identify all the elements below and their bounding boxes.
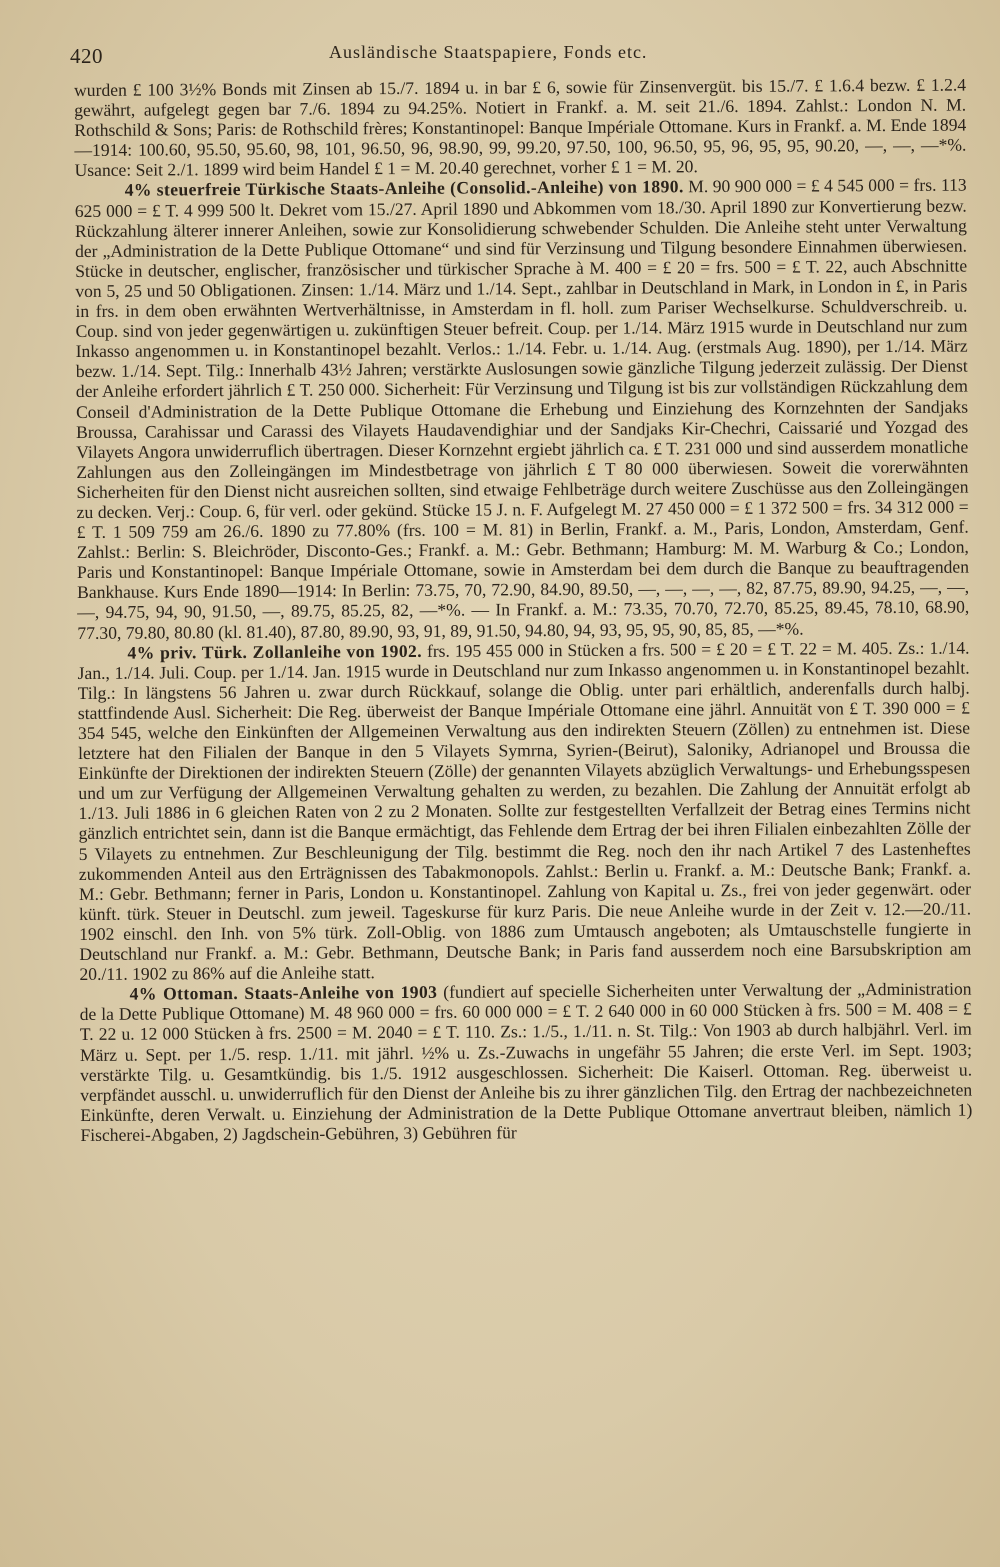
entry-heading: 4% Ottoman. Staats-Anleihe von 1903 — [129, 982, 438, 1004]
paragraph-zollanleihe-1902 — [77, 637, 971, 984]
paragraph-intro-continuation — [74, 75, 967, 181]
paragraph-staats-anleihe-1890 — [75, 175, 970, 643]
paragraph-text: M. 90 900 000 = £ 4 545 000 = frs. 113 625 000 = £ T. 4 999 500 lt. Dekret vom 15./27. April 1890 und Abkommen vom 18./30. April 1890 zur Konvertierung bezw. Rückzahlung älterer innerer Anleihen, sowie zur Konsolidierung schwebender Schulden. Die Anleihe steht unter Verwaltung der „Administration de la Dette Publique Ottomane“ und sind für Verzinsung und Tilgung besondere Einnahmen überwiesen. Stücke in deutscher, englischer, französischer und türkischer Sprache à M. 400 = £ 20 = frs. 500 = £ T. 22, auch Abschnitte von 5, 25 und 50 Obligationen. Zinsen: 1./14. März und 1./14. Sept., zahlbar in Deutschland in Mark, in London in £, in Paris in frs. in dem oben erwähnten Wertverhältnisse, in Amsterdam in fl. holl. zum Pariser Wechselkurse. Schuldverschreib. u. Coup. sind von jeder gegenwärtigen u. zukünftigen Steuer befreit. Coup. per 1./14. März 1915 wurde in Deutschland nur zum Inkasso angenommen u. in Konstantinopel bezahlt. Verlos.: 1./14. Febr. u. 1./14. Aug. (erstmals Aug. 1890), per 1./14. März bezw. 1./14. Sept. Tilg.: Innerhalb 43½ Jahren; verstärkte Auslosungen sowie gänzliche Tilgung jederzeit zulässig. Der Dienst der Anleihe erfordert jährlich £ T. 250 000. Sicherheit: Für Verzinsung und Tilgung ist bis zur vollständigen Rückzahlung dem Conseil d'Administration de la Dette Publique Ottomane die Erhebung und Einziehung des Kornzehnten der Sandjaks Broussa, Carahissar und Carassi des Vilayets Haudavendighiar und der Sandjaks Kir-Chechri, Caissarié und Yozgad des Vilayets Angora unwiderruflich übertragen. Dieser Kornzehnt ergiebt jährlich ca. £ T. 231 000 und sind ausserdem monatliche Zahlungen aus den Zolleingängen im Mindestbetrage von jährlich £ T 80 000 überwiesen. Soweit die vorerwähnten Sicherheiten für den Dienst nicht ausreichen sollten, sind etwaige Fehlbeträge durch weitere Zuschüsse aus den Zolleingängen zu decken. Verj.: Coup. 6, für verl. oder gekünd. Stücke 15 J. n. F. Aufgelegt M. 27 450 000 = £ 1 372 500 = frs. 34 312 000 = £ T. 1 509 759 am 26./6. 1890 zu 77.80% (frs. 100 = M. 81) in Berlin, Frankf. a. M., Paris, London, Amsterdam, Genf. Zahlst.: Berlin: S. Bleichröder, Disconto-Ges.; Frankf. a. M.: Gebr. Bethmann; Hamburg: M. M. Warburg & Co.; London, Paris und Konstantinopel: Banque Impériale Ottomane, sowie in Amsterdam bei dem durch die Banque zu beauftragenden Bankhause. Kurs Ende 1890—1914: In Berlin: 73.75, 70, 72.90, 84.90, 89.50, —, —, —, —, 82, 87.75, 89.90, 94.25, —, —, —, 94.75, 94, 90, 91.50, —, 89.75, 85.25, 82, —*%. — In Frankf. a. M.: 73.35, 70.70, 72.70, 85.25, 89.45, 78.10, 68.90, 77.30, 79.80, 80.80 (kl. 81.40), 87.80, 89.90, 93, 91, 89, 91.50, 94.80, 94, 93, 95, 95, 90, 85, 85, —*%. — [74, 175, 970, 643]
paragraph-text: wurden £ 100 3½% Bonds mit Zinsen ab 15./7. 1894 u. in bar £ 6, sowie für Zinsenvergüt. bis 15./7. £ 1.6.4 bezw. £ 1.2.4 gewährt, aufgelegt gegen bar 7./6. 1894 zu 94.25%. Notiert in Frankf. a. M. seit 21./6. 1894. Zahlst.: London N. M. Rothschild & Sons; Paris: de Rothschild frères; Konstantinopel: Banque Impériale Ottomane. Kurs in Frankf. a. M. Ende 1894—1914: 100.60, 95.50, 95.60, 98, 101, 96.50, 96, 98.90, 99, 99.20, 97.50, 100, 96.50, 95, 96, 95, 95, 90.20, —, —, —*%. Usance: Seit 2./1. 1899 wird beim Handel £ 1 = M. 20.40 gerechnet, vorher £ 1 = M. 20. — [74, 74, 967, 181]
running-head — [70, 36, 966, 80]
entry-heading: 4% steuerfreie Türkische Staats-Anleihe (Consolid.-Anleihe) von 1890. — [124, 176, 684, 201]
paragraph-text: (fundiert auf specielle Sicherheiten unter Verwaltung der „Administration de la Dette Publique Ottomane) M. 48 960 000 = frs. 60 000 000 = £ T. 2 640 000 in 60 000 Stücken à frs. 500 = M. 408 = £ T. 22 u. 12 000 Stücken à frs. 2500 = M. 2040 = £ T. 110. Zs.: 1./5., 1./11. n. St. Tilg.: Von 1903 ab durch halbjährl. Verl. im März u. Sept. per 1./5. resp. 1./11. mit jährl. ½% u. Zs.-Zuwachs in ungefähr 55 Jahren; die erste Verl. im Sept. 1903; verstärkte Tilg. u. Gesamtkündig. bis 1./5. 1912 ausgeschlossen. Sicherheit: Die Kaiserl. Ottoman. Reg. überweist u. verpfändet ausschl. u. unwiderruflich für den Dienst der Anleihe bis zu ihrer gänzlichen Tilg. den Ertrag der nachbezeichneten Einkünfte, deren Verwalt. u. Einziehung der Administration de la Dette Publique Ottomane anvertraut bleiben, nämlich 1) Fischerei-Abgaben, 2) Jagdschein-Gebühren, 3) Gebühren für — [79, 978, 973, 1145]
running-title: Ausländische Staatspapiere, Fonds etc. — [329, 42, 648, 62]
paragraph-text: frs. 195 455 000 in Stücken a frs. 500 = £ 20 = £ T. 22 = M. 405. Zs.: 1./14. Jan., 1./14. Juli. Coup. per 1./14. Jan. 1915 wurde in Deutschland nur zum Inkasso angenommen u. in Konstantinopel bezahlt. Tilg.: In längstens 56 Jahren u. zwar durch Rückkauf, solange die Oblig. unter pari erhältlich, anderenfalls durch halbj. stattfindende Ausl. Sicherheit: Die Reg. überweist der Banque Impériale Ottomane eine jährl. Annuität von £ T. 390 000 = £ 354 545, welche den Einkünften der Allgemeinen Verwaltung aus den indirekten Steuern (Zöllen) zu entnehmen ist. Diese letztere hat den Filialen der Banque in den 5 Vilayets Symrna, Syrien-(Beirut), Saloniky, Adrianopel und Broussa die Einkünfte der Direktionen der indirekten Steuern (Zölle) der genannten Vilayets abzüglich Verwaltungs- und Erhebungsspesen und um zur Verfügung der Allgemeinen Verwaltung gehalten zu werden, zu bezahlen. Die Zahlung der Annuität erfolgt ab 1./13. Juli 1886 in 6 gleichen Raten von 2 zu 2 Monaten. Sollte zur festgestellten Verfallzeit der Betrag eines Termins nicht gänzlich entrichtet sein, dann ist die Banque ermächtigt, das Fehlende dem Ertrag der bei ihren Filialen einbezahlten Zölle der 5 Vilayets zu entnehmen. Zur Beschleunigung der Tilg. bestimmt die Reg. noch den ihr nach Artikel 7 des Lastenheftes zukommenden Anteil aus den Erträgnissen des Tabakmonopols. Zahlst.: Berlin u. Frankf. a. M.: Deutsche Bank; Frankf. a. M.: Gebr. Bethmann; ferner in Paris, London u. Konstantinopel. Zahlung von Kapital u. Zs., frei von jeder gegenwärt. oder künft. türk. Steuer in Deutschl. zum jeweil. Tageskurse für kurz Paris. Die neue Anleihe wurde in der Zeit v. 12.—20./11. 1902 einschl. den Inh. von 5% türk. Zoll-Oblig. von 1886 zum Umtausch angeboten; als Umtauschstelle fungierte in Deutschland nur Frankf. a. M.: Gebr. Bethmann, Deutsche Bank; in Paris fand ausserdem noch eine Barsubskription am 20./11. 1902 zu 86% auf die Anleihe statt. — [77, 637, 972, 985]
entry-heading: 4% priv. Türk. Zollanleihe von 1902. — [127, 640, 423, 663]
paragraph-staats-anleihe-1903 — [80, 979, 973, 1145]
page-number: 420 — [70, 44, 103, 68]
body-text — [74, 75, 972, 1145]
